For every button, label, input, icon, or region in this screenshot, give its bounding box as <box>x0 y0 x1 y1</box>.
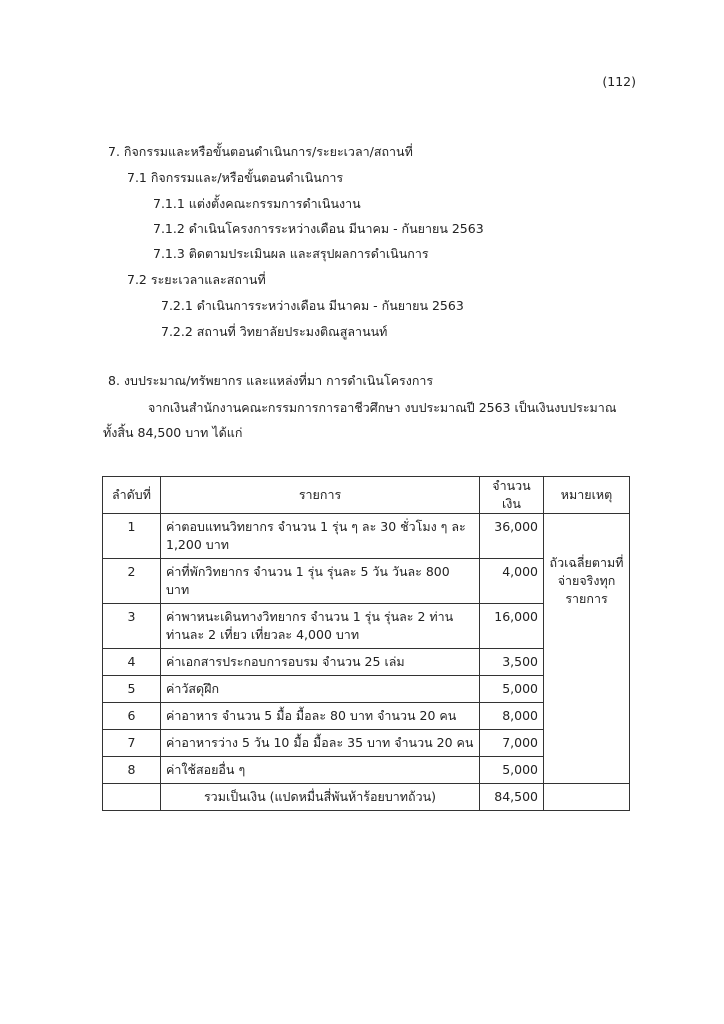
section-8-paragraph-line-2: ทั้งสิ้น 84,500 บาท ได้แก่ <box>103 425 243 440</box>
row-amount: 7,000 <box>480 730 544 757</box>
item-7-1-2: 7.1.2 ดำเนินโครงการระหว่างเดือน มีนาคม - กันยายน 2563 <box>153 221 484 236</box>
section-7-heading: 7. กิจกรรมและหรือขั้นตอนดำเนินการ/ระยะเวลา/สถานที่ <box>108 144 413 159</box>
row-amount: 5,000 <box>480 757 544 784</box>
row-amount: 4,000 <box>480 559 544 604</box>
row-number: 3 <box>103 604 161 649</box>
total-label: รวมเป็นเงิน (แปดหมื่นสี่พันห้าร้อยบาทถ้วน) <box>161 784 480 811</box>
row-description: ค่าที่พักวิทยากร จำนวน 1 รุ่น รุ่นละ 5 วัน วันละ 800 บาท <box>161 559 480 604</box>
row-number: 2 <box>103 559 161 604</box>
item-7-1-1: 7.1.1 แต่งตั้งคณะกรรมการดำเนินงาน <box>153 196 361 211</box>
row-number: 6 <box>103 703 161 730</box>
section-7-2-heading: 7.2 ระยะเวลาและสถานที่ <box>127 272 266 287</box>
table-row <box>103 514 630 559</box>
table-header-row <box>103 477 630 514</box>
page-number: (112) <box>602 74 636 89</box>
row-number: 4 <box>103 649 161 676</box>
row-description: ค่าอาหารว่าง 5 วัน 10 มื้อ มื้อละ 35 บาท จำนวน 20 คน <box>161 730 480 757</box>
header-item: รายการ <box>161 477 480 514</box>
row-description: ค่าพาหนะเดินทางวิทยากร จำนวน 1 รุ่น รุ่นละ 2 ท่าน ท่านละ 2 เที่ยว เที่ยวละ 4,000 บาท <box>161 604 480 649</box>
header-no: ลำดับที่ <box>103 477 161 514</box>
section-7-1-heading: 7.1 กิจกรรมและ/หรือขั้นตอนดำเนินการ <box>127 170 344 185</box>
table-total-row <box>103 784 630 811</box>
section-8-heading: 8. งบประมาณ/ทรัพยากร และแหล่งที่มา การดำเนินโครงการ <box>108 373 434 388</box>
row-amount: 36,000 <box>480 514 544 559</box>
row-amount: 16,000 <box>480 604 544 649</box>
total-blank <box>103 784 161 811</box>
row-number: 8 <box>103 757 161 784</box>
section-8-paragraph-line-1: จากเงินสำนักงานคณะกรรมการการอาชีวศึกษา งบประมาณปี 2563 เป็นเงินงบประมาณ <box>148 400 617 415</box>
row-description: ค่าวัสดุฝึก <box>161 676 480 703</box>
item-7-2-1: 7.2.1 ดำเนินการระหว่างเดือน มีนาคม - กันยายน 2563 <box>161 298 464 313</box>
note-cell <box>544 514 630 649</box>
header-amount: จำนวนเงิน <box>480 477 544 514</box>
item-7-1-3: 7.1.3 ติดตามประเมินผล และสรุปผลการดำเนินการ <box>153 246 429 261</box>
row-description: ค่าเอกสารประกอบการอบรม จำนวน 25 เล่ม <box>161 649 480 676</box>
header-note: หมายเหตุ <box>544 477 630 514</box>
total-amount: 84,500 <box>480 784 544 811</box>
total-note-blank <box>544 784 630 811</box>
row-amount: 5,000 <box>480 676 544 703</box>
row-description: ค่าตอบแทนวิทยากร จำนวน 1 รุ่น ๆ ละ 30 ชั่วโมง ๆ ละ 1,200 บาท <box>161 514 480 559</box>
row-number: 1 <box>103 514 161 559</box>
row-description: ค่าใช้สอยอื่น ๆ <box>161 757 480 784</box>
item-7-2-2: 7.2.2 สถานที่ วิทยาลัยประมงติณสูลานนท์ <box>161 324 388 339</box>
budget-table <box>102 476 630 811</box>
note-cell-continued <box>544 649 630 784</box>
row-amount: 3,500 <box>480 649 544 676</box>
row-number: 5 <box>103 676 161 703</box>
table-row <box>103 649 630 676</box>
row-amount: 8,000 <box>480 703 544 730</box>
row-number: 7 <box>103 730 161 757</box>
row-description: ค่าอาหาร จำนวน 5 มื้อ มื้อละ 80 บาท จำนวน 20 คน <box>161 703 480 730</box>
note-text: ถัวเฉลี่ยตามที่จ่ายจริงทุกรายการ <box>549 555 624 607</box>
